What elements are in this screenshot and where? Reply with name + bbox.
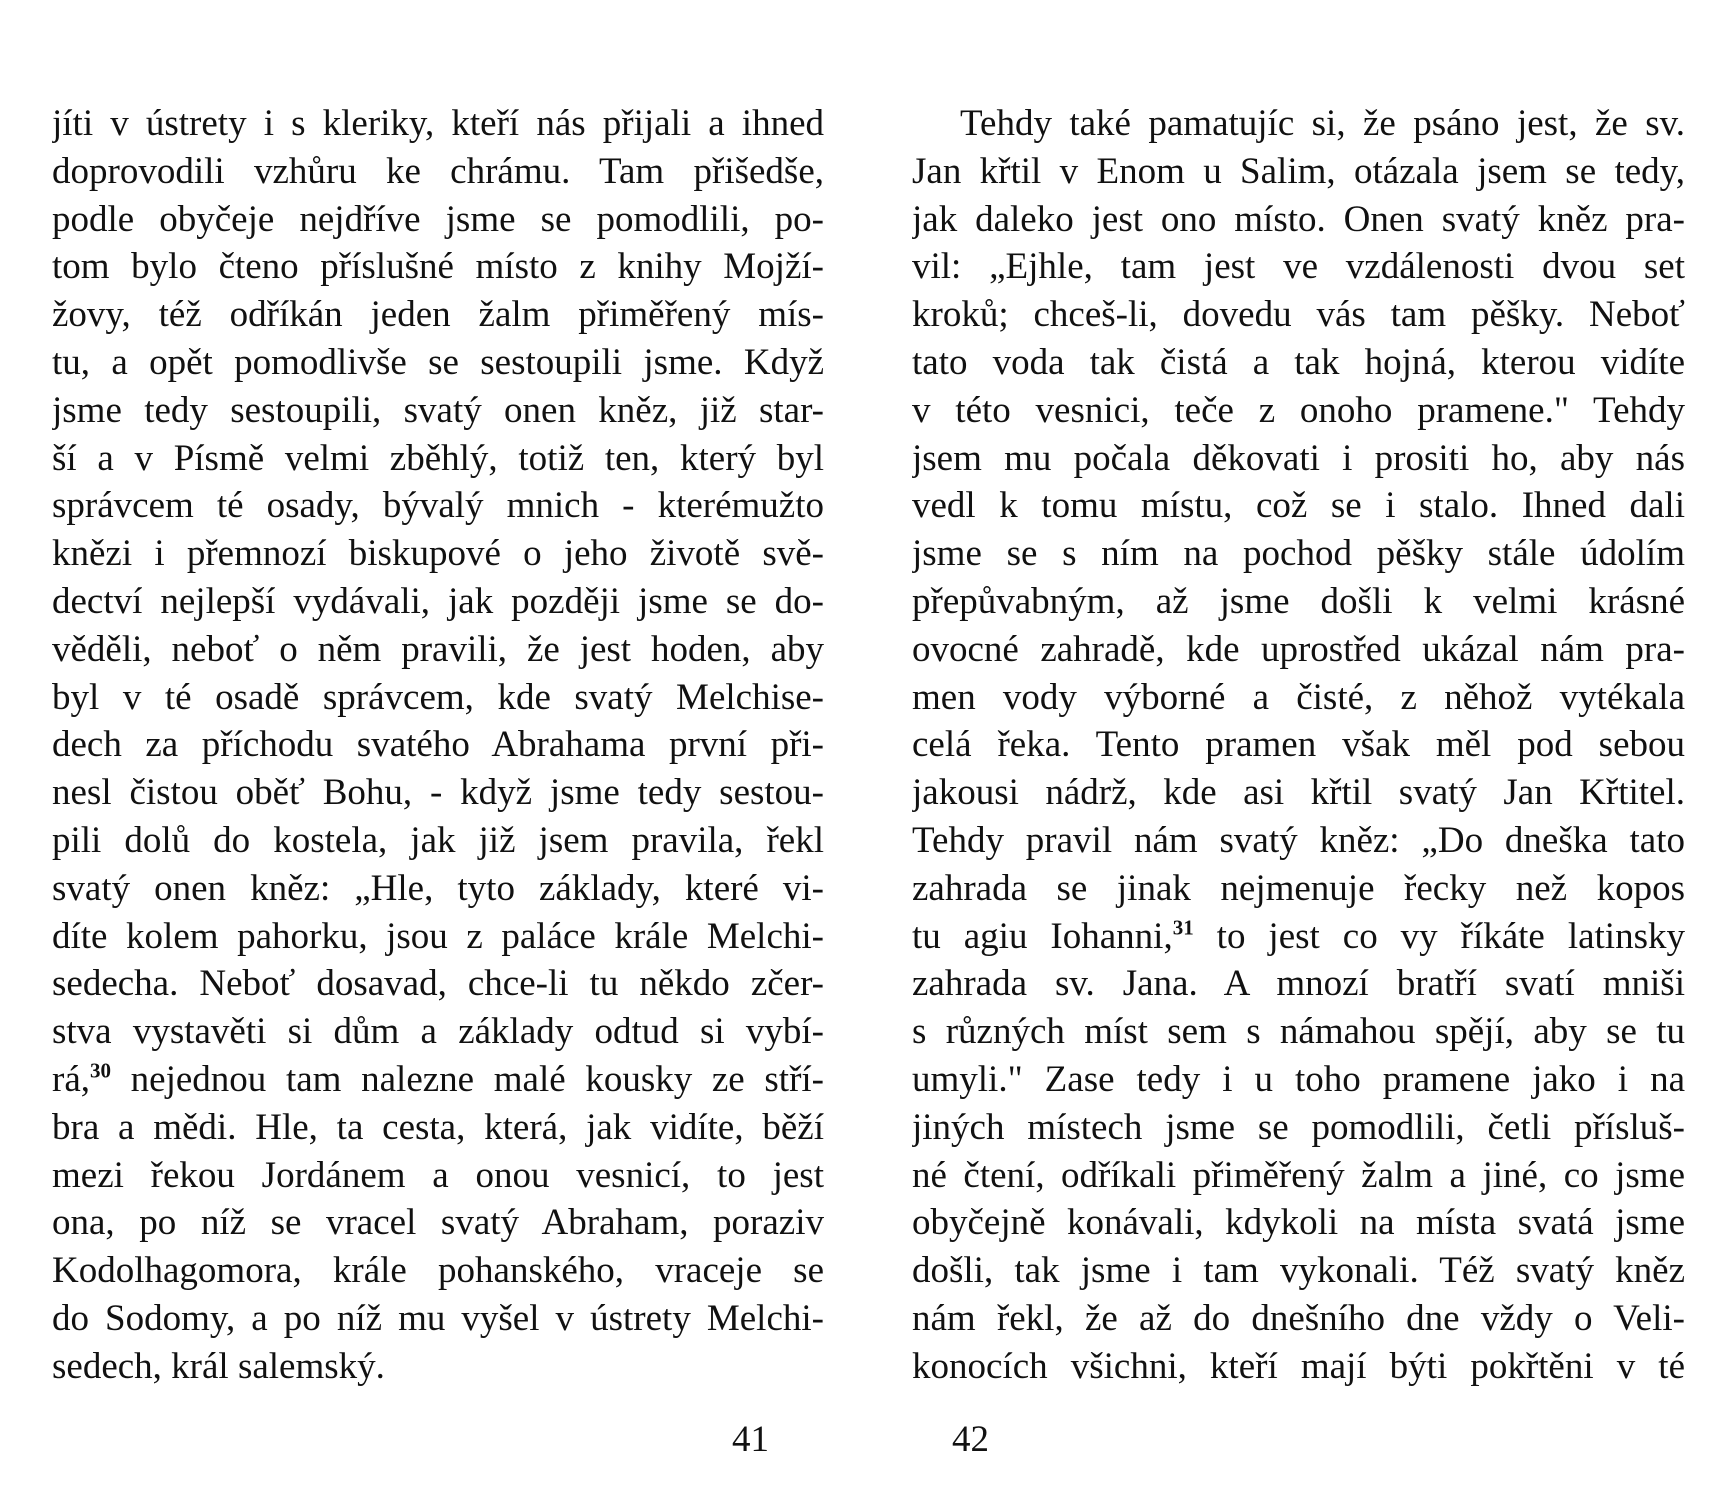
text-line-with-footnote [912,913,1685,961]
text-line: mezi řekou Jordánem a onou vesnicí, to jest [52,1154,824,1196]
text-line: jsme tedy sestoupili, svatý onen kněz, již star- [52,389,824,431]
footnote-ref-30: 30 [90,1058,111,1083]
text-line: jsem mu počala děkovati i prositi ho, aby nás [912,437,1685,479]
line-prefix: rá, [52,1058,90,1100]
text-line: umyli." Zase tedy i u toho pramene jako i na [912,1058,1685,1100]
text-line: ona, po níž se vracel svatý Abraham, poraziv [52,1202,824,1244]
text-line: bra a mědi. Hle, ta cesta, která, jak vidíte, běží [52,1106,824,1148]
text-line: jiných místech jsme se pomodlili, četli přísluš- [912,1106,1685,1148]
text-line: sedech, král salemský. [52,1345,385,1387]
text-line: správcem té osady, bývalý mnich - kterémužto [52,485,824,527]
text-line: jakousi nádrž, kde asi křtil svatý Jan Křtitel. [912,772,1685,814]
line-rest: to jest co vy říkáte latinsky [1216,915,1685,957]
text-line: došli, tak jsme i tam vykonali. Též svatý kněz [912,1250,1685,1292]
text-line: nesl čistou oběť Bohu, - když jsme tedy sestou- [52,772,824,814]
text-line: konocích všichni, kteří mají býti pokřtěni v té [912,1345,1685,1387]
text-line: nám řekl, že až do dnešního dne vždy o Veli- [912,1297,1685,1339]
text-line: pili dolů do kostela, jak již jsem pravila, řekl [52,819,824,861]
page-number-right: 42 [952,1419,989,1460]
page-number-left: 41 [732,1419,769,1460]
text-line: ší a v Písmě velmi zběhlý, totiž ten, který byl [52,437,824,479]
text-line: Tehdy pravil nám svatý kněz: „Do dneška tato [912,819,1685,861]
text-line: byl v té osadě správcem, kde svatý Melchise- [52,676,824,718]
text-line: věděli, neboť o něm pravili, že jest hoden, aby [52,628,824,670]
text-line: doprovodili vzhůru ke chrámu. Tam přišedše, [52,150,824,192]
text-line: celá řeka. Tento pramen však měl pod sebou [912,724,1685,766]
text-line: jak daleko jest ono místo. Onen svatý kněz pra- [912,198,1685,240]
text-line: né čtení, odříkali přiměřený žalm a jiné, co jsme [912,1154,1685,1196]
text-line: jsme se s ním na pochod pěšky stále údolím [912,533,1685,575]
text-line: vedl k tomu místu, což se i stalo. Ihned dali [912,485,1685,527]
text-line: ovocné zahradě, kde uprostřed ukázal nám pra- [912,628,1685,670]
text-line: tom bylo čteno příslušné místo z knihy Mojží- [52,246,824,288]
text-line-with-footnote [52,1056,824,1104]
line-rest: nejednou tam nalezne malé kousky ze stří- [130,1058,824,1100]
text-line: sedecha. Neboť dosavad, chce-li tu někdo zčer- [52,963,824,1005]
text-line: jíti v ústrety i s kleriky, kteří nás přijali a ihned [52,103,824,144]
text-line: díte kolem pahorku, jsou z paláce krále Melchi- [52,915,824,957]
text-line: podle obyčeje nejdříve jsme se pomodlili, po- [52,198,824,240]
right-page [912,100,1685,1391]
text-line: obyčejně konávali, kdykoli na místa svatá jsme [912,1202,1685,1244]
text-line: žovy, též odříkán jeden žalm přiměřený mís- [52,294,824,336]
text-line: kroků; chceš-li, dovedu vás tam pěšky. Neboť [912,294,1685,336]
text-line: s různých míst sem s námahou spějí, aby se tu [912,1011,1685,1053]
line-prefix: tu agiu Iohanni, [912,915,1173,957]
footnote-ref-31: 31 [1172,915,1194,940]
text-line: svatý onen kněz: „Hle, tyto základy, které vi- [52,867,824,909]
text-line: zahrada sv. Jana. A mnozí bratří svatí mniši [912,963,1685,1005]
text-line: men vody výborné a čisté, z něhož vytékala [912,676,1685,718]
text-line: Jan křtil v Enom u Salim, otázala jsem se tedy, [912,150,1685,192]
text-line: přepůvabným, až jsme došli k velmi krásné [912,580,1685,622]
left-page [52,100,824,1391]
text-line: knězi i přemnozí biskupové o jeho životě svě- [52,533,824,575]
text-line: stva vystavěti si dům a základy odtud si vybí- [52,1011,824,1053]
text-line: tato voda tak čistá a tak hojná, kterou vidíte [912,341,1685,383]
text-line: dech za příchodu svatého Abrahama první při- [52,724,824,766]
text-line: do Sodomy, a po níž mu vyšel v ústrety Melchi- [52,1297,824,1339]
text-line: tu, a opět pomodlivše se sestoupili jsme. Když [52,341,824,383]
text-line: vil: „Ejhle, tam jest ve vzdálenosti dvou set [912,246,1685,288]
text-line: zahrada se jinak nejmenuje řecky než kopos [912,867,1685,909]
text-line: dectví nejlepší vydávali, jak později jsme se do- [52,580,824,622]
text-line: v této vesnici, teče z onoho pramene." Tehdy [912,389,1685,431]
text-line: Kodolhagomora, krále pohanského, vraceje se [52,1250,824,1292]
text-line: Tehdy také pamatujíc si, že psáno jest, že sv. [960,103,1685,144]
